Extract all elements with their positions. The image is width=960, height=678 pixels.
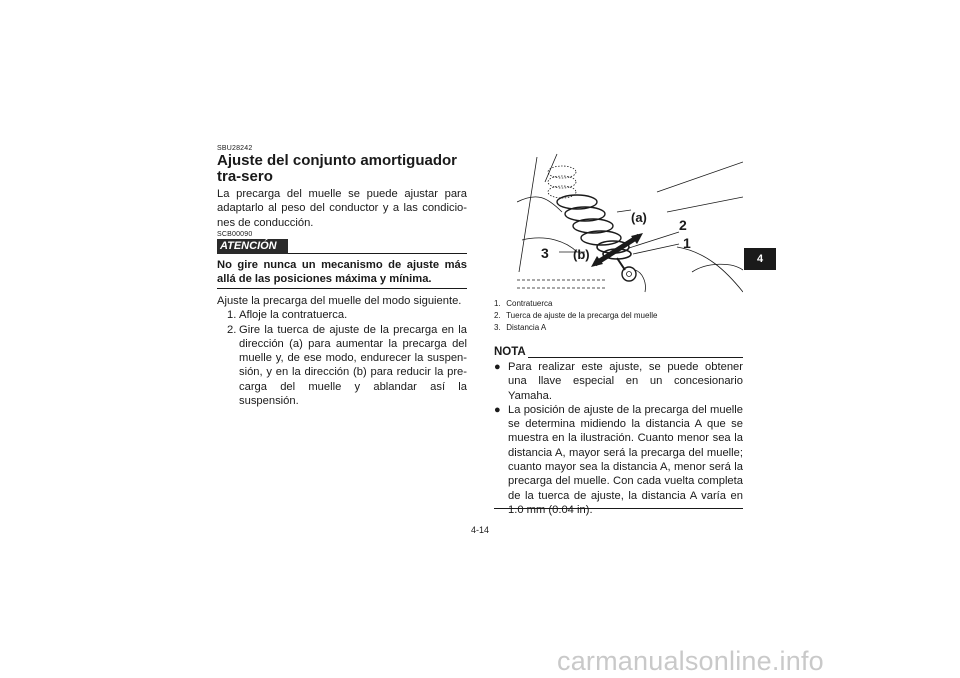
shock-absorber-illustration bbox=[517, 152, 743, 296]
caution-label: ATENCIÓN bbox=[217, 239, 288, 254]
callout-3: 3 bbox=[541, 245, 549, 261]
list-item bbox=[494, 403, 743, 517]
caution-header bbox=[217, 239, 467, 255]
caution-code: SCB00090 bbox=[217, 231, 253, 238]
legend-text: Distancia A bbox=[506, 323, 547, 333]
callout-2: 2 bbox=[679, 217, 687, 233]
section-title: Ajuste del conjunto amortiguador tra-sero bbox=[217, 152, 458, 185]
section-code: SBU28242 bbox=[217, 145, 253, 152]
bullet-icon: ● bbox=[494, 403, 501, 416]
callout-b: (b) bbox=[573, 247, 590, 262]
step-text: Gire la tuerca de ajuste de la precarga en la dirección (a) para aumentar la precarga del muelle y, de ese modo, endurecer la suspen-sión, y en la dirección (b) para reducir la pre-carga del muelle y ablandar así la suspensión. bbox=[239, 323, 467, 408]
bullet-icon: ● bbox=[494, 361, 501, 373]
callout-a: (a) bbox=[631, 210, 647, 225]
legend-item bbox=[494, 322, 657, 334]
step-number: 2. bbox=[227, 323, 237, 336]
caution-rule bbox=[288, 253, 467, 254]
nota-text: La posición de ajuste de la precarga del muelle se determina midiendo la distancia A que se muestra en la ilustración. Cuanto menor sea la distancia A, mayor será la precarga del muelle; cuanto mayor sea la distancia A, menor será la precarga del muelle. Con cada vuelta completa de la tuerca de ajuste, la distancia A varía en 1.0 mm (0.04 in). bbox=[508, 403, 743, 516]
nota-label: NOTA bbox=[494, 346, 526, 358]
legend-item bbox=[494, 298, 657, 310]
callout-1: 1 bbox=[683, 235, 691, 251]
nota-list bbox=[494, 360, 743, 517]
nota-rule bbox=[528, 357, 743, 358]
list-item bbox=[494, 360, 743, 403]
list-item bbox=[217, 308, 467, 322]
list-item bbox=[217, 323, 467, 409]
legend-number: 1. bbox=[494, 299, 501, 308]
section-intro: La precarga del muelle se puede ajustar para adaptarlo al peso del conductor y a las condicio-nes de conducción. bbox=[217, 188, 467, 229]
watermark: carmanualsonline.info bbox=[557, 646, 824, 676]
step-text: Afloje la contratuerca. bbox=[239, 309, 348, 322]
procedure bbox=[217, 294, 467, 408]
nota-bottom-rule bbox=[494, 508, 743, 509]
nota-text: Para realizar este ajuste, se puede obtener una llave especial en un concesionario Yamaha. bbox=[508, 361, 743, 402]
page-number: 4-14 bbox=[470, 525, 489, 535]
legend-text: Contratuerca bbox=[506, 299, 553, 308]
procedure-intro: Ajuste la precarga del muelle del modo siguiente. bbox=[217, 295, 462, 307]
legend-number: 3. bbox=[494, 323, 501, 333]
caution-bottom-rule bbox=[217, 288, 467, 289]
chapter-tab: 4 bbox=[744, 248, 776, 270]
legend-number: 2. bbox=[494, 311, 501, 321]
figure-legend bbox=[494, 298, 657, 335]
step-number: 1. bbox=[227, 309, 237, 322]
legend-text: Tuerca de ajuste de la precarga del muelle bbox=[506, 311, 658, 321]
caution-text: No gire nunca un mecanismo de ajuste más allá de las posiciones máxima y mínima. bbox=[217, 259, 467, 286]
nota-header bbox=[494, 346, 743, 360]
legend-item bbox=[494, 310, 657, 322]
